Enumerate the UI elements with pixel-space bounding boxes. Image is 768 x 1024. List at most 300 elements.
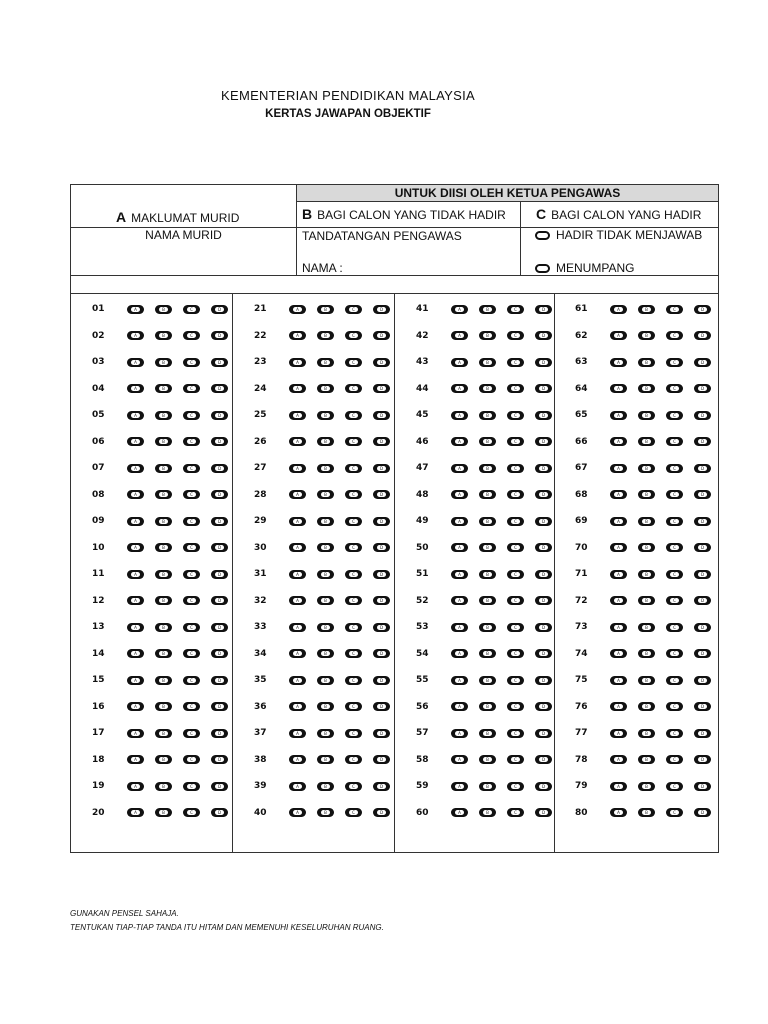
answer-bubble-b[interactable] xyxy=(317,808,334,817)
answer-bubble-b[interactable] xyxy=(479,782,496,791)
answer-bubble-b[interactable] xyxy=(479,384,496,393)
answer-bubble-d[interactable] xyxy=(535,384,552,393)
answer-bubble-c[interactable] xyxy=(183,570,200,579)
answer-bubble-a[interactable] xyxy=(289,676,306,685)
answer-bubble-c[interactable] xyxy=(507,411,524,420)
answer-bubble-a[interactable] xyxy=(289,358,306,367)
answer-bubble-c[interactable] xyxy=(183,755,200,764)
answer-bubble-b[interactable] xyxy=(638,358,655,367)
answer-bubble-b[interactable] xyxy=(317,517,334,526)
answer-bubble-c[interactable] xyxy=(507,543,524,552)
answer-bubble-a[interactable] xyxy=(127,623,144,632)
answer-bubble-b[interactable] xyxy=(638,305,655,314)
answer-bubble-c[interactable] xyxy=(183,729,200,738)
answer-bubble-c[interactable] xyxy=(507,649,524,658)
answer-bubble-d[interactable] xyxy=(535,543,552,552)
answer-bubble-d[interactable] xyxy=(535,331,552,340)
answer-bubble-d[interactable] xyxy=(211,543,228,552)
answer-bubble-b[interactable] xyxy=(317,358,334,367)
answer-bubble-d[interactable] xyxy=(535,676,552,685)
answer-bubble-d[interactable] xyxy=(535,808,552,817)
answer-bubble-b[interactable] xyxy=(317,543,334,552)
answer-bubble-a[interactable] xyxy=(127,490,144,499)
answer-bubble-c[interactable] xyxy=(183,596,200,605)
answer-bubble-b[interactable] xyxy=(155,464,172,473)
answer-bubble-a[interactable] xyxy=(289,543,306,552)
answer-bubble-b[interactable] xyxy=(317,676,334,685)
answer-bubble-a[interactable] xyxy=(610,384,627,393)
answer-bubble-b[interactable] xyxy=(479,729,496,738)
answer-bubble-c[interactable] xyxy=(507,702,524,711)
answer-bubble-c[interactable] xyxy=(507,623,524,632)
answer-bubble-d[interactable] xyxy=(694,596,711,605)
answer-bubble-c[interactable] xyxy=(345,702,362,711)
answer-bubble-d[interactable] xyxy=(211,596,228,605)
answer-bubble-c[interactable] xyxy=(345,437,362,446)
answer-bubble-d[interactable] xyxy=(211,729,228,738)
answer-bubble-d[interactable] xyxy=(694,570,711,579)
answer-bubble-a[interactable] xyxy=(451,649,468,658)
answer-bubble-d[interactable] xyxy=(694,517,711,526)
answer-bubble-d[interactable] xyxy=(694,358,711,367)
answer-bubble-b[interactable] xyxy=(638,676,655,685)
answer-bubble-a[interactable] xyxy=(610,676,627,685)
answer-bubble-a[interactable] xyxy=(127,755,144,764)
answer-bubble-a[interactable] xyxy=(610,358,627,367)
answer-bubble-c[interactable] xyxy=(183,490,200,499)
answer-bubble-d[interactable] xyxy=(211,570,228,579)
answer-bubble-d[interactable] xyxy=(694,782,711,791)
answer-bubble-c[interactable] xyxy=(507,464,524,473)
answer-bubble-b[interactable] xyxy=(317,490,334,499)
answer-bubble-a[interactable] xyxy=(610,702,627,711)
answer-bubble-d[interactable] xyxy=(211,384,228,393)
answer-bubble-b[interactable] xyxy=(155,676,172,685)
answer-bubble-c[interactable] xyxy=(345,649,362,658)
answer-bubble-c[interactable] xyxy=(345,305,362,314)
answer-bubble-c[interactable] xyxy=(345,623,362,632)
answer-bubble-c[interactable] xyxy=(666,358,683,367)
answer-bubble-c[interactable] xyxy=(183,517,200,526)
answer-bubble-d[interactable] xyxy=(535,570,552,579)
answer-bubble-b[interactable] xyxy=(155,490,172,499)
answer-bubble-b[interactable] xyxy=(317,437,334,446)
answer-bubble-d[interactable] xyxy=(211,649,228,658)
answer-bubble-b[interactable] xyxy=(155,305,172,314)
answer-bubble-b[interactable] xyxy=(479,623,496,632)
answer-bubble-c[interactable] xyxy=(507,570,524,579)
answer-bubble-a[interactable] xyxy=(289,729,306,738)
answer-bubble-b[interactable] xyxy=(155,729,172,738)
answer-bubble-b[interactable] xyxy=(638,782,655,791)
answer-bubble-d[interactable] xyxy=(694,331,711,340)
answer-bubble-d[interactable] xyxy=(535,305,552,314)
answer-bubble-d[interactable] xyxy=(694,702,711,711)
answer-bubble-c[interactable] xyxy=(507,729,524,738)
answer-bubble-c[interactable] xyxy=(666,729,683,738)
answer-bubble-a[interactable] xyxy=(610,755,627,764)
answer-bubble-a[interactable] xyxy=(610,570,627,579)
answer-bubble-d[interactable] xyxy=(535,490,552,499)
answer-bubble-c[interactable] xyxy=(183,623,200,632)
answer-bubble-d[interactable] xyxy=(373,384,390,393)
answer-bubble-c[interactable] xyxy=(666,649,683,658)
answer-bubble-d[interactable] xyxy=(535,782,552,791)
answer-bubble-b[interactable] xyxy=(155,358,172,367)
answer-bubble-c[interactable] xyxy=(345,729,362,738)
answer-bubble-d[interactable] xyxy=(211,676,228,685)
answer-bubble-a[interactable] xyxy=(289,782,306,791)
answer-bubble-a[interactable] xyxy=(610,649,627,658)
answer-bubble-b[interactable] xyxy=(638,596,655,605)
answer-bubble-d[interactable] xyxy=(373,543,390,552)
answer-bubble-d[interactable] xyxy=(211,782,228,791)
answer-bubble-c[interactable] xyxy=(507,517,524,526)
option-hadir[interactable] xyxy=(535,228,702,242)
answer-bubble-a[interactable] xyxy=(610,331,627,340)
answer-bubble-c[interactable] xyxy=(507,490,524,499)
answer-bubble-a[interactable] xyxy=(610,596,627,605)
answer-bubble-b[interactable] xyxy=(479,490,496,499)
answer-bubble-d[interactable] xyxy=(694,623,711,632)
answer-bubble-d[interactable] xyxy=(373,464,390,473)
answer-bubble-a[interactable] xyxy=(127,384,144,393)
answer-bubble-b[interactable] xyxy=(317,331,334,340)
answer-bubble-a[interactable] xyxy=(127,305,144,314)
answer-bubble-b[interactable] xyxy=(317,729,334,738)
answer-bubble-d[interactable] xyxy=(373,570,390,579)
answer-bubble-b[interactable] xyxy=(479,331,496,340)
answer-bubble-a[interactable] xyxy=(451,331,468,340)
answer-bubble-b[interactable] xyxy=(155,782,172,791)
answer-bubble-a[interactable] xyxy=(127,437,144,446)
answer-bubble-c[interactable] xyxy=(345,543,362,552)
answer-bubble-d[interactable] xyxy=(373,623,390,632)
oval-checkbox-icon[interactable] xyxy=(535,264,550,273)
option-menumpang[interactable] xyxy=(535,261,634,275)
answer-bubble-c[interactable] xyxy=(507,358,524,367)
answer-bubble-b[interactable] xyxy=(317,649,334,658)
answer-bubble-d[interactable] xyxy=(535,623,552,632)
answer-bubble-b[interactable] xyxy=(638,729,655,738)
answer-bubble-b[interactable] xyxy=(638,437,655,446)
answer-bubble-b[interactable] xyxy=(638,570,655,579)
answer-bubble-d[interactable] xyxy=(694,411,711,420)
answer-bubble-c[interactable] xyxy=(666,411,683,420)
answer-bubble-d[interactable] xyxy=(211,490,228,499)
answer-bubble-b[interactable] xyxy=(155,331,172,340)
answer-bubble-a[interactable] xyxy=(610,517,627,526)
answer-bubble-b[interactable] xyxy=(479,676,496,685)
answer-bubble-a[interactable] xyxy=(289,808,306,817)
answer-bubble-b[interactable] xyxy=(638,517,655,526)
answer-bubble-d[interactable] xyxy=(694,543,711,552)
answer-bubble-d[interactable] xyxy=(373,702,390,711)
answer-bubble-b[interactable] xyxy=(479,649,496,658)
answer-bubble-d[interactable] xyxy=(211,411,228,420)
answer-bubble-c[interactable] xyxy=(183,437,200,446)
answer-bubble-b[interactable] xyxy=(317,464,334,473)
answer-bubble-d[interactable] xyxy=(535,411,552,420)
answer-bubble-a[interactable] xyxy=(451,676,468,685)
answer-bubble-c[interactable] xyxy=(345,464,362,473)
answer-bubble-c[interactable] xyxy=(666,596,683,605)
answer-bubble-d[interactable] xyxy=(535,755,552,764)
answer-bubble-d[interactable] xyxy=(211,517,228,526)
answer-bubble-d[interactable] xyxy=(373,437,390,446)
answer-bubble-d[interactable] xyxy=(694,808,711,817)
answer-bubble-c[interactable] xyxy=(183,464,200,473)
answer-bubble-d[interactable] xyxy=(694,384,711,393)
answer-bubble-c[interactable] xyxy=(666,623,683,632)
answer-bubble-b[interactable] xyxy=(479,464,496,473)
answer-bubble-b[interactable] xyxy=(638,464,655,473)
answer-bubble-a[interactable] xyxy=(451,517,468,526)
answer-bubble-c[interactable] xyxy=(666,490,683,499)
answer-bubble-d[interactable] xyxy=(373,411,390,420)
answer-bubble-a[interactable] xyxy=(451,729,468,738)
answer-bubble-a[interactable] xyxy=(451,596,468,605)
answer-bubble-c[interactable] xyxy=(183,384,200,393)
answer-bubble-a[interactable] xyxy=(289,702,306,711)
answer-bubble-a[interactable] xyxy=(289,596,306,605)
answer-bubble-b[interactable] xyxy=(638,490,655,499)
answer-bubble-a[interactable] xyxy=(610,782,627,791)
answer-bubble-a[interactable] xyxy=(289,437,306,446)
answer-bubble-a[interactable] xyxy=(127,517,144,526)
answer-bubble-b[interactable] xyxy=(155,596,172,605)
answer-bubble-c[interactable] xyxy=(345,490,362,499)
answer-bubble-c[interactable] xyxy=(183,358,200,367)
answer-bubble-d[interactable] xyxy=(694,729,711,738)
answer-bubble-c[interactable] xyxy=(666,305,683,314)
answer-bubble-d[interactable] xyxy=(373,808,390,817)
answer-bubble-a[interactable] xyxy=(451,384,468,393)
answer-bubble-d[interactable] xyxy=(373,755,390,764)
answer-bubble-b[interactable] xyxy=(317,623,334,632)
answer-bubble-b[interactable] xyxy=(155,755,172,764)
answer-bubble-c[interactable] xyxy=(507,305,524,314)
answer-bubble-a[interactable] xyxy=(451,702,468,711)
answer-bubble-a[interactable] xyxy=(289,649,306,658)
answer-bubble-a[interactable] xyxy=(610,490,627,499)
answer-bubble-c[interactable] xyxy=(183,676,200,685)
answer-bubble-a[interactable] xyxy=(451,437,468,446)
answer-bubble-a[interactable] xyxy=(451,305,468,314)
answer-bubble-a[interactable] xyxy=(451,490,468,499)
answer-bubble-d[interactable] xyxy=(211,358,228,367)
answer-bubble-c[interactable] xyxy=(345,782,362,791)
answer-bubble-c[interactable] xyxy=(345,755,362,764)
answer-bubble-b[interactable] xyxy=(479,358,496,367)
answer-bubble-c[interactable] xyxy=(345,570,362,579)
answer-bubble-c[interactable] xyxy=(666,782,683,791)
answer-bubble-d[interactable] xyxy=(694,676,711,685)
answer-bubble-b[interactable] xyxy=(638,331,655,340)
answer-bubble-c[interactable] xyxy=(183,649,200,658)
answer-bubble-a[interactable] xyxy=(127,331,144,340)
answer-bubble-c[interactable] xyxy=(183,411,200,420)
answer-bubble-b[interactable] xyxy=(479,437,496,446)
answer-bubble-d[interactable] xyxy=(373,490,390,499)
answer-bubble-a[interactable] xyxy=(127,411,144,420)
answer-bubble-c[interactable] xyxy=(507,755,524,764)
answer-bubble-a[interactable] xyxy=(451,411,468,420)
answer-bubble-c[interactable] xyxy=(345,384,362,393)
answer-bubble-b[interactable] xyxy=(479,808,496,817)
answer-bubble-b[interactable] xyxy=(317,596,334,605)
answer-bubble-b[interactable] xyxy=(638,623,655,632)
answer-bubble-b[interactable] xyxy=(638,808,655,817)
answer-bubble-a[interactable] xyxy=(127,782,144,791)
answer-bubble-d[interactable] xyxy=(694,437,711,446)
answer-bubble-a[interactable] xyxy=(610,437,627,446)
answer-bubble-d[interactable] xyxy=(535,649,552,658)
answer-bubble-a[interactable] xyxy=(451,782,468,791)
answer-bubble-a[interactable] xyxy=(451,570,468,579)
answer-bubble-c[interactable] xyxy=(666,755,683,764)
answer-bubble-d[interactable] xyxy=(535,596,552,605)
answer-bubble-d[interactable] xyxy=(373,305,390,314)
answer-bubble-a[interactable] xyxy=(610,305,627,314)
answer-bubble-d[interactable] xyxy=(694,649,711,658)
answer-bubble-b[interactable] xyxy=(317,384,334,393)
answer-bubble-d[interactable] xyxy=(373,331,390,340)
answer-bubble-c[interactable] xyxy=(507,596,524,605)
answer-bubble-d[interactable] xyxy=(535,358,552,367)
answer-bubble-b[interactable] xyxy=(155,517,172,526)
answer-bubble-c[interactable] xyxy=(345,517,362,526)
answer-bubble-d[interactable] xyxy=(373,596,390,605)
answer-bubble-c[interactable] xyxy=(666,331,683,340)
answer-bubble-d[interactable] xyxy=(211,808,228,817)
answer-bubble-a[interactable] xyxy=(610,808,627,817)
answer-bubble-a[interactable] xyxy=(127,543,144,552)
answer-bubble-c[interactable] xyxy=(183,702,200,711)
answer-bubble-a[interactable] xyxy=(127,358,144,367)
answer-bubble-d[interactable] xyxy=(535,464,552,473)
answer-bubble-a[interactable] xyxy=(289,490,306,499)
answer-bubble-d[interactable] xyxy=(211,305,228,314)
answer-bubble-b[interactable] xyxy=(155,649,172,658)
answer-bubble-a[interactable] xyxy=(127,649,144,658)
answer-bubble-c[interactable] xyxy=(183,305,200,314)
answer-bubble-c[interactable] xyxy=(507,331,524,340)
answer-bubble-a[interactable] xyxy=(289,331,306,340)
oval-checkbox-icon[interactable] xyxy=(535,231,550,240)
answer-bubble-d[interactable] xyxy=(211,702,228,711)
answer-bubble-d[interactable] xyxy=(373,517,390,526)
answer-bubble-a[interactable] xyxy=(610,543,627,552)
answer-bubble-b[interactable] xyxy=(317,702,334,711)
answer-bubble-b[interactable] xyxy=(638,702,655,711)
answer-bubble-c[interactable] xyxy=(507,782,524,791)
answer-bubble-c[interactable] xyxy=(507,808,524,817)
answer-bubble-c[interactable] xyxy=(666,702,683,711)
answer-bubble-a[interactable] xyxy=(610,623,627,632)
answer-bubble-d[interactable] xyxy=(211,437,228,446)
answer-bubble-c[interactable] xyxy=(345,331,362,340)
answer-bubble-a[interactable] xyxy=(127,808,144,817)
answer-bubble-c[interactable] xyxy=(345,358,362,367)
answer-bubble-a[interactable] xyxy=(610,729,627,738)
answer-bubble-a[interactable] xyxy=(289,517,306,526)
answer-bubble-b[interactable] xyxy=(479,517,496,526)
answer-bubble-b[interactable] xyxy=(638,411,655,420)
answer-bubble-c[interactable] xyxy=(666,464,683,473)
answer-bubble-b[interactable] xyxy=(479,702,496,711)
answer-bubble-c[interactable] xyxy=(345,411,362,420)
answer-bubble-c[interactable] xyxy=(507,384,524,393)
answer-bubble-c[interactable] xyxy=(666,808,683,817)
answer-bubble-d[interactable] xyxy=(211,755,228,764)
answer-bubble-c[interactable] xyxy=(345,676,362,685)
answer-bubble-b[interactable] xyxy=(479,596,496,605)
answer-bubble-d[interactable] xyxy=(211,623,228,632)
answer-bubble-a[interactable] xyxy=(127,676,144,685)
answer-bubble-c[interactable] xyxy=(183,543,200,552)
answer-bubble-c[interactable] xyxy=(345,808,362,817)
answer-bubble-b[interactable] xyxy=(155,623,172,632)
answer-bubble-b[interactable] xyxy=(155,808,172,817)
answer-bubble-c[interactable] xyxy=(666,437,683,446)
answer-bubble-a[interactable] xyxy=(289,305,306,314)
answer-bubble-d[interactable] xyxy=(535,437,552,446)
answer-bubble-d[interactable] xyxy=(373,729,390,738)
answer-bubble-d[interactable] xyxy=(694,755,711,764)
answer-bubble-b[interactable] xyxy=(317,411,334,420)
answer-bubble-c[interactable] xyxy=(183,782,200,791)
answer-bubble-b[interactable] xyxy=(317,570,334,579)
answer-bubble-c[interactable] xyxy=(666,384,683,393)
answer-bubble-a[interactable] xyxy=(289,570,306,579)
answer-bubble-d[interactable] xyxy=(535,517,552,526)
answer-bubble-a[interactable] xyxy=(289,411,306,420)
answer-bubble-c[interactable] xyxy=(666,570,683,579)
answer-bubble-a[interactable] xyxy=(127,729,144,738)
answer-bubble-b[interactable] xyxy=(155,384,172,393)
answer-bubble-b[interactable] xyxy=(479,570,496,579)
answer-bubble-b[interactable] xyxy=(479,411,496,420)
answer-bubble-c[interactable] xyxy=(183,808,200,817)
answer-bubble-c[interactable] xyxy=(507,437,524,446)
answer-bubble-b[interactable] xyxy=(155,411,172,420)
answer-bubble-b[interactable] xyxy=(638,755,655,764)
answer-bubble-d[interactable] xyxy=(211,464,228,473)
answer-bubble-d[interactable] xyxy=(373,782,390,791)
answer-bubble-b[interactable] xyxy=(317,755,334,764)
answer-bubble-c[interactable] xyxy=(666,676,683,685)
answer-bubble-d[interactable] xyxy=(211,331,228,340)
answer-bubble-d[interactable] xyxy=(373,649,390,658)
answer-bubble-b[interactable] xyxy=(155,543,172,552)
answer-bubble-d[interactable] xyxy=(535,729,552,738)
answer-bubble-d[interactable] xyxy=(373,358,390,367)
answer-bubble-d[interactable] xyxy=(535,702,552,711)
answer-bubble-a[interactable] xyxy=(289,755,306,764)
answer-bubble-b[interactable] xyxy=(479,305,496,314)
answer-bubble-a[interactable] xyxy=(289,464,306,473)
answer-bubble-c[interactable] xyxy=(507,676,524,685)
answer-bubble-b[interactable] xyxy=(317,782,334,791)
answer-bubble-b[interactable] xyxy=(638,649,655,658)
answer-bubble-a[interactable] xyxy=(289,623,306,632)
answer-bubble-d[interactable] xyxy=(694,305,711,314)
answer-bubble-a[interactable] xyxy=(451,358,468,367)
answer-bubble-d[interactable] xyxy=(694,464,711,473)
answer-bubble-a[interactable] xyxy=(127,702,144,711)
answer-bubble-c[interactable] xyxy=(345,596,362,605)
